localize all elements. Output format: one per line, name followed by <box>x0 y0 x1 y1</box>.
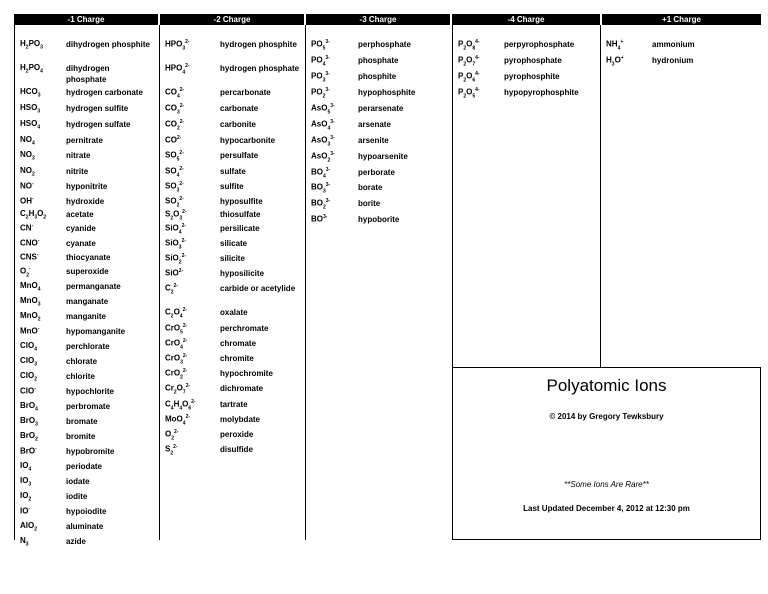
ion-name: tartrate <box>220 400 248 409</box>
ion-formula: $HCO_3$ <box>20 87 41 99</box>
ion-name: hydrogen phosphite <box>220 40 297 49</box>
ion-name: hydrogen sulfate <box>66 120 131 129</box>
ion-formula: $IO_3$ <box>20 476 32 488</box>
ion-formula: $CO_3^{2-}$ <box>165 103 185 116</box>
ion-name: chromate <box>220 339 257 348</box>
ion-name: borite <box>358 199 381 208</box>
ion-formula: AsO$_4^{3-}$ <box>311 119 335 132</box>
ion-name: superoxide <box>66 267 109 276</box>
ion-formula: $PO_2^{3-}$ <box>311 87 330 100</box>
ion-formula: $O_2^{2-}$ <box>165 429 179 442</box>
ion-name: disulfide <box>220 445 253 454</box>
ion-name: carbonate <box>220 104 259 113</box>
ion-name: dihydrogen phosphate <box>66 64 110 84</box>
ion-name: hydroxide <box>66 197 105 206</box>
rare-note: **Some Ions Are Rare** <box>564 480 649 489</box>
ion-name: hydrogen phosphate <box>220 64 300 73</box>
ion-name: hypobromite <box>66 447 115 456</box>
ion-name: percarbonate <box>220 88 271 97</box>
ion-name: hydronium <box>652 56 694 65</box>
ion-formula: $H_2PO_4$ <box>20 63 43 75</box>
ion-formula: CNS- <box>20 252 39 262</box>
ion-formula: $HSO_3$ <box>20 103 41 115</box>
ion-name: oxalate <box>220 308 248 317</box>
ion-name: nitrate <box>66 151 91 160</box>
column-minus2 <box>159 25 305 540</box>
ion-formula: $HPO_3^{2-}$ <box>165 39 190 52</box>
ion-name: hypoarsenite <box>358 152 408 161</box>
ion-formula: $C_2^{2-}$ <box>165 283 179 296</box>
ion-table <box>14 14 761 548</box>
ion-formula: SiO$_2^{2-}$ <box>165 253 187 266</box>
ion-name: permanganate <box>66 282 121 291</box>
ion-name: azide <box>66 537 87 546</box>
ion-name: arsenate <box>358 120 391 129</box>
ion-formula: ClO$_3$ <box>20 356 38 368</box>
header-minus1: -1 Charge <box>14 14 158 25</box>
ion-name: perchlorate <box>66 342 110 351</box>
ion-name: chromite <box>220 354 254 363</box>
ion-name: hypopyrophosphite <box>504 88 579 97</box>
ion-formula: OH- <box>20 196 34 206</box>
ion-name: bromate <box>66 417 98 426</box>
ion-name: acetate <box>66 210 94 219</box>
ion-name: dihydrogen phosphite <box>66 40 150 49</box>
ion-name: hyposulfite <box>220 197 263 206</box>
ion-formula: $P_2O_6^{4-}$ <box>458 71 480 84</box>
ion-formula: $P_2O_7^{4-}$ <box>458 55 480 68</box>
last-updated: Last Updated December 4, 2012 at 12:30 pm <box>523 504 690 513</box>
ion-formula: $C_4H_4O_6^{2-}$ <box>165 399 196 412</box>
ion-name: aluminate <box>66 522 104 531</box>
ion-formula: NO- <box>20 181 34 191</box>
ion-name: carbonite <box>220 120 257 129</box>
page-title: Polyatomic Ions <box>546 376 667 395</box>
ion-formula: MnO$_2$ <box>20 311 41 323</box>
copyright-text: © 2014 by Gregory Tewksbury <box>549 412 664 421</box>
ion-name: hypophosphite <box>358 88 416 97</box>
ion-formula: $NO_3$ <box>20 150 35 162</box>
header-minus3: -3 Charge <box>306 14 450 25</box>
ion-name: perborate <box>358 168 395 177</box>
ion-formula: $BO_4^{3-}$ <box>311 167 331 180</box>
ion-name: iodate <box>66 477 90 486</box>
ion-name: pyrophosphate <box>504 56 562 65</box>
ion-name: peroxide <box>220 430 254 439</box>
ion-formula: $H_3O^+$ <box>606 55 624 68</box>
ion-formula: MnO- <box>20 326 40 336</box>
ion-name: hypomanganite <box>66 327 126 336</box>
ion-formula: $BO^{3-}$ <box>311 214 328 224</box>
ion-formula: CNO- <box>20 238 40 248</box>
ion-formula: AsO$_5^{3-}$ <box>311 103 335 116</box>
ion-name: hypochromite <box>220 369 273 378</box>
ion-name: hypoborite <box>358 215 400 224</box>
ion-formula: $IO_2$ <box>20 491 32 503</box>
header-minus2: -2 Charge <box>160 14 304 25</box>
ion-name: hypocarbonite <box>220 136 276 145</box>
ion-formula: $P_2O_8^{4-}$ <box>458 39 480 52</box>
ion-name: sulfite <box>220 182 244 191</box>
ion-name: perchromate <box>220 324 269 333</box>
ion-formula: AsO$_2^{3-}$ <box>311 151 335 164</box>
ion-name: borate <box>358 183 383 192</box>
ion-formula: MnO$_3$ <box>20 296 41 308</box>
ion-formula: $SO_4^{2-}$ <box>165 166 184 179</box>
header-minus4: -4 Charge <box>452 14 600 25</box>
ion-name: chlorate <box>66 357 98 366</box>
ion-formula: BrO$_3$ <box>20 416 38 428</box>
ion-formula: $NO_2$ <box>20 166 35 178</box>
header-plus1: +1 Charge <box>602 14 761 25</box>
ion-formula: $SO_2^{2-}$ <box>165 196 184 209</box>
ion-name: dichromate <box>220 384 264 393</box>
ion-name: iodite <box>66 492 88 501</box>
ion-name: hyposilicite <box>220 269 265 278</box>
ion-name: bromite <box>66 432 96 441</box>
ion-name: hydrogen sulfite <box>66 104 129 113</box>
ion-formula: $PO_5^{3-}$ <box>311 39 330 52</box>
ion-formula: BrO- <box>20 446 37 456</box>
ion-name: cyanate <box>66 239 96 248</box>
ion-formula: $CO_2^{2-}$ <box>165 119 185 132</box>
ion-name: chlorite <box>66 372 95 381</box>
ion-formula: IO- <box>20 506 31 516</box>
ion-name: nitrite <box>66 167 89 176</box>
ion-formula: $BO_2^{3-}$ <box>311 198 331 211</box>
ion-formula: AsO$_3^{3-}$ <box>311 135 335 148</box>
ion-formula: SiO$^{2-}$ <box>165 268 184 278</box>
ion-formula: AlO$_2$ <box>20 521 38 533</box>
ion-formula: ClO- <box>20 386 36 396</box>
ion-formula: $HPO_4^{2-}$ <box>165 63 190 76</box>
ion-name: molybdate <box>220 415 261 424</box>
ion-formula: $IO_4$ <box>20 461 32 473</box>
ion-formula: CrO$_5^{2-}$ <box>165 323 188 336</box>
ion-name: perpyrophosphate <box>504 40 575 49</box>
ion-name: hydrogen carbonate <box>66 88 143 97</box>
ion-name: perphosphate <box>358 40 411 49</box>
ion-formula: MnO$_4$ <box>20 281 41 293</box>
ion-formula: CN- <box>20 223 34 233</box>
ion-name: sulfate <box>220 167 246 176</box>
ion-formula: $NH_4^+$ <box>606 39 624 52</box>
ion-name: persilicate <box>220 224 260 233</box>
ion-formula: $O_2^-$ <box>20 266 31 279</box>
ion-formula: $NO_4$ <box>20 135 35 147</box>
ion-formula: $PO_4^{3-}$ <box>311 55 330 68</box>
ion-formula: ClO$_2$ <box>20 371 38 383</box>
ion-name: arsenite <box>358 136 389 145</box>
ion-name: phosphate <box>358 56 399 65</box>
ion-formula: $H_2PO_3$ <box>20 39 43 51</box>
ion-name: perarsenate <box>358 104 404 113</box>
ion-formula: $S_2O_3^{2-}$ <box>165 209 187 222</box>
ion-formula: $CO^{2-}$ <box>165 135 182 145</box>
ion-name: pyrophosphite <box>504 72 560 81</box>
ion-name: hypochlorite <box>66 387 115 396</box>
ion-formula: SiO$_4^{2-}$ <box>165 223 187 236</box>
ion-formula: $PO_3^{3-}$ <box>311 71 330 84</box>
ion-name: carbide or acetylide <box>220 284 296 293</box>
column-minus1 <box>14 25 159 548</box>
ion-formula: CrO$_3^{2-}$ <box>165 353 188 366</box>
ion-formula: $BO_3^{3-}$ <box>311 182 331 195</box>
ion-formula: $P_2O_5^{4-}$ <box>458 87 480 100</box>
ion-formula: $C_2H_3O_2$ <box>20 209 47 221</box>
ion-name: ammonium <box>652 40 695 49</box>
title-box <box>452 367 761 540</box>
ion-name: perbromate <box>66 402 111 411</box>
ion-name: thiosulfate <box>220 210 261 219</box>
ion-formula: $Cr_2O_7^{2-}$ <box>165 383 191 396</box>
ion-name: periodate <box>66 462 103 471</box>
ion-name: thiocyanate <box>66 253 111 262</box>
ion-name: pernitrate <box>66 136 103 145</box>
ion-formula: $CO_4^{2-}$ <box>165 87 185 100</box>
ion-formula: $C_2O_4^{2-}$ <box>165 307 188 320</box>
ion-formula: CrO$_4^{2-}$ <box>165 338 188 351</box>
ion-formula: BrO$_4$ <box>20 401 38 413</box>
ion-formula: $S_2^{2-}$ <box>165 444 178 457</box>
ion-formula: MoO$_4^{2-}$ <box>165 414 191 427</box>
ion-name: hyponitrite <box>66 182 108 191</box>
ion-name: manganate <box>66 297 109 306</box>
ion-formula: $HSO_4$ <box>20 119 41 131</box>
ion-formula: $N_3$ <box>20 536 29 548</box>
ion-name: manganite <box>66 312 107 321</box>
ion-formula: SiO$_3^{2-}$ <box>165 238 187 251</box>
ion-formula: ClO$_4$ <box>20 341 38 353</box>
ion-formula: $SO_5^{2-}$ <box>165 150 184 163</box>
ion-formula: $SO_3^{2-}$ <box>165 181 184 194</box>
ion-name: phosphite <box>358 72 397 81</box>
ion-name: silicate <box>220 239 248 248</box>
ion-name: persulfate <box>220 151 259 160</box>
ion-name: silicite <box>220 254 245 263</box>
column-minus3 <box>305 25 452 540</box>
ion-name: cyanide <box>66 224 96 233</box>
ion-formula: BrO$_2$ <box>20 431 38 443</box>
ion-formula: CrO$_2^{2-}$ <box>165 368 188 381</box>
ion-name: hypoiodite <box>66 507 107 516</box>
